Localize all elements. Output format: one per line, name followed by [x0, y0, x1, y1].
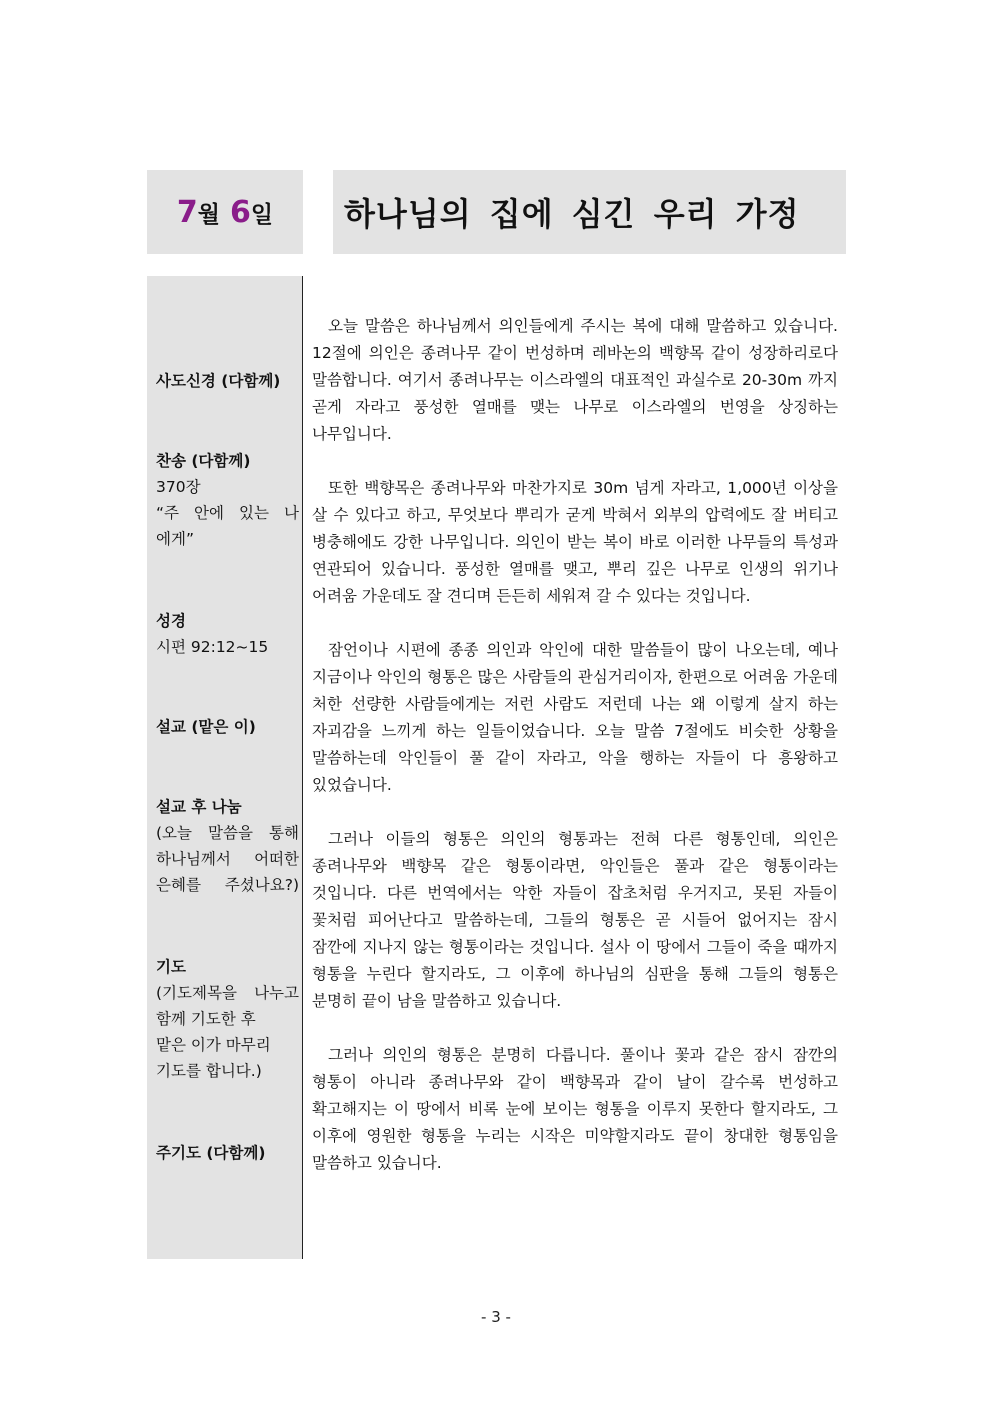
creed-heading: 사도신경 (다함께) — [156, 372, 281, 390]
date-month-unit: 월 — [197, 201, 220, 228]
lords-prayer-heading: 주기도 (다함께) — [156, 1144, 266, 1162]
date-month: 7 — [176, 194, 198, 230]
sidebar-item-prayer — [156, 954, 299, 1084]
sermon-body — [312, 313, 838, 1204]
scripture-heading: 성경 — [156, 612, 186, 630]
page-title: 하나님의 집에 심긴 우리 가정 — [333, 170, 846, 254]
prayer-line1: (기도제목을 나누고 — [156, 984, 299, 1002]
worship-order-sidebar — [147, 276, 303, 1259]
hymn-heading: 찬송 (다함께) — [156, 452, 251, 470]
sharing-line2: 하나님께서 어떠한 — [156, 850, 299, 868]
body-paragraph: 그러나 이들의 형통은 의인의 형통과는 전혀 다른 형통인데, 의인은 종려나무와 백향목 같은 형통이라면, 악인들은 풀과 같은 형통이라는 것입니다. 다른 번역에서는 악한 자들이 잡초처럼 우거지고, 못된 자들이 꽃처럼 피어난다고 말씀하는데, 그들의 형통은 곧 시들어 없어지는 잠시 잠깐에 지나지 않는 형통이라는 것입니다. 설사 이 땅에서 그들이 죽을 때까지 형통을 누린다 할지라도, 그 이후에 하나님의 심판을 통해 그들의 형통은 분명히 끝이 남을 말씀하고 있습니다. — [312, 830, 838, 1010]
scripture-reference: 시편 92:12~15 — [156, 638, 269, 656]
date-day-unit: 일 — [250, 201, 274, 228]
hymn-number: 370장 — [156, 478, 201, 496]
sharing-line1: (오늘 말씀을 통해 — [156, 824, 299, 842]
sharing-heading: 설교 후 나눔 — [156, 798, 242, 816]
body-paragraph: 오늘 말씀은 하나님께서 의인들에게 주시는 복에 대해 말씀하고 있습니다. 12절에 의인은 종려나무 같이 번성하며 레바논의 백향목 같이 성장하리로다 말씀합니다. 여기서 종려나무는 이스라엘의 대표적인 과실수로 20-30m 까지 곧게 자라고 풍성한 열매를 맺는 나무로 이스라엘의 번영을 상징하는 나무입니다. — [312, 317, 838, 443]
date-header — [147, 170, 303, 254]
sidebar-item-scripture — [156, 608, 299, 660]
body-paragraph: 그러나 의인의 형통은 분명히 다릅니다. 풀이나 꽃과 같은 잠시 잠깐의 형통이 아니라 종려나무와 같이 백향목과 같이 날이 갈수록 번성하고 확고해지는 이 땅에서 비록 눈에 보이는 형통을 이루지 못한다 할지라도, 그 이후에 영원한 형통을 누리는 시작은 미약할지라도 끝이 창대한 형통임을 말씀하고 있습니다. — [312, 1046, 838, 1172]
sidebar-item-hymn — [156, 448, 299, 552]
prayer-line4: 기도를 합니다.) — [156, 1062, 262, 1080]
prayer-line3: 맡은 이가 마무리 — [156, 1036, 271, 1054]
sidebar-item-sermon — [156, 714, 299, 740]
sharing-line3: 은혜를 주셨나요?) — [156, 876, 299, 894]
hymn-title-line1: “주 안에 있는 나 — [156, 504, 299, 522]
hymn-title-line2: 에게” — [156, 530, 194, 548]
prayer-line2: 함께 기도한 후 — [156, 1010, 256, 1028]
date-day: 6 — [230, 194, 251, 230]
sidebar-item-lords-prayer — [156, 1140, 299, 1166]
body-paragraph: 또한 백향목은 종려나무와 마찬가지로 30m 넘게 자라고, 1,000년 이상을 살 수 있다고 하고, 무엇보다 뿌리가 굳게 박혀서 외부의 압력에도 잘 버티고 병충해에도 강한 나무입니다. 의인이 받는 복이 바로 이러한 나무들의 특성과 연관되어 있습니다. 풍성한 열매를 맺고, 뿌리 깊은 나무로 인생의 위기나 어려움 가운데도 잘 견디며 든든히 세워져 갈 수 있다는 것입니다. — [312, 479, 838, 605]
page-number: - 3 - — [481, 1308, 511, 1326]
sidebar-item-sharing — [156, 794, 299, 898]
sermon-heading: 설교 (맡은 이) — [156, 718, 256, 736]
sidebar-item-creed — [156, 368, 299, 394]
body-paragraph: 잠언이나 시편에 종종 의인과 악인에 대한 말씀들이 많이 나오는데, 예나 지금이나 악인의 형통은 많은 사람들의 관심거리이자, 한편으로 어려움 가운데 처한 선량한 사람들에게는 저런 사람도 저런데 나는 왜 이렇게 살지 하는 자괴감을 느끼게 하는 일들이었습니다. 오늘 말씀 7절에도 비슷한 상황을 말씀하는데 악인들이 풀 같이 자라고, 악을 행하는 자들이 다 흥왕하고 있었습니다. — [312, 641, 838, 794]
prayer-heading: 기도 — [156, 958, 186, 976]
